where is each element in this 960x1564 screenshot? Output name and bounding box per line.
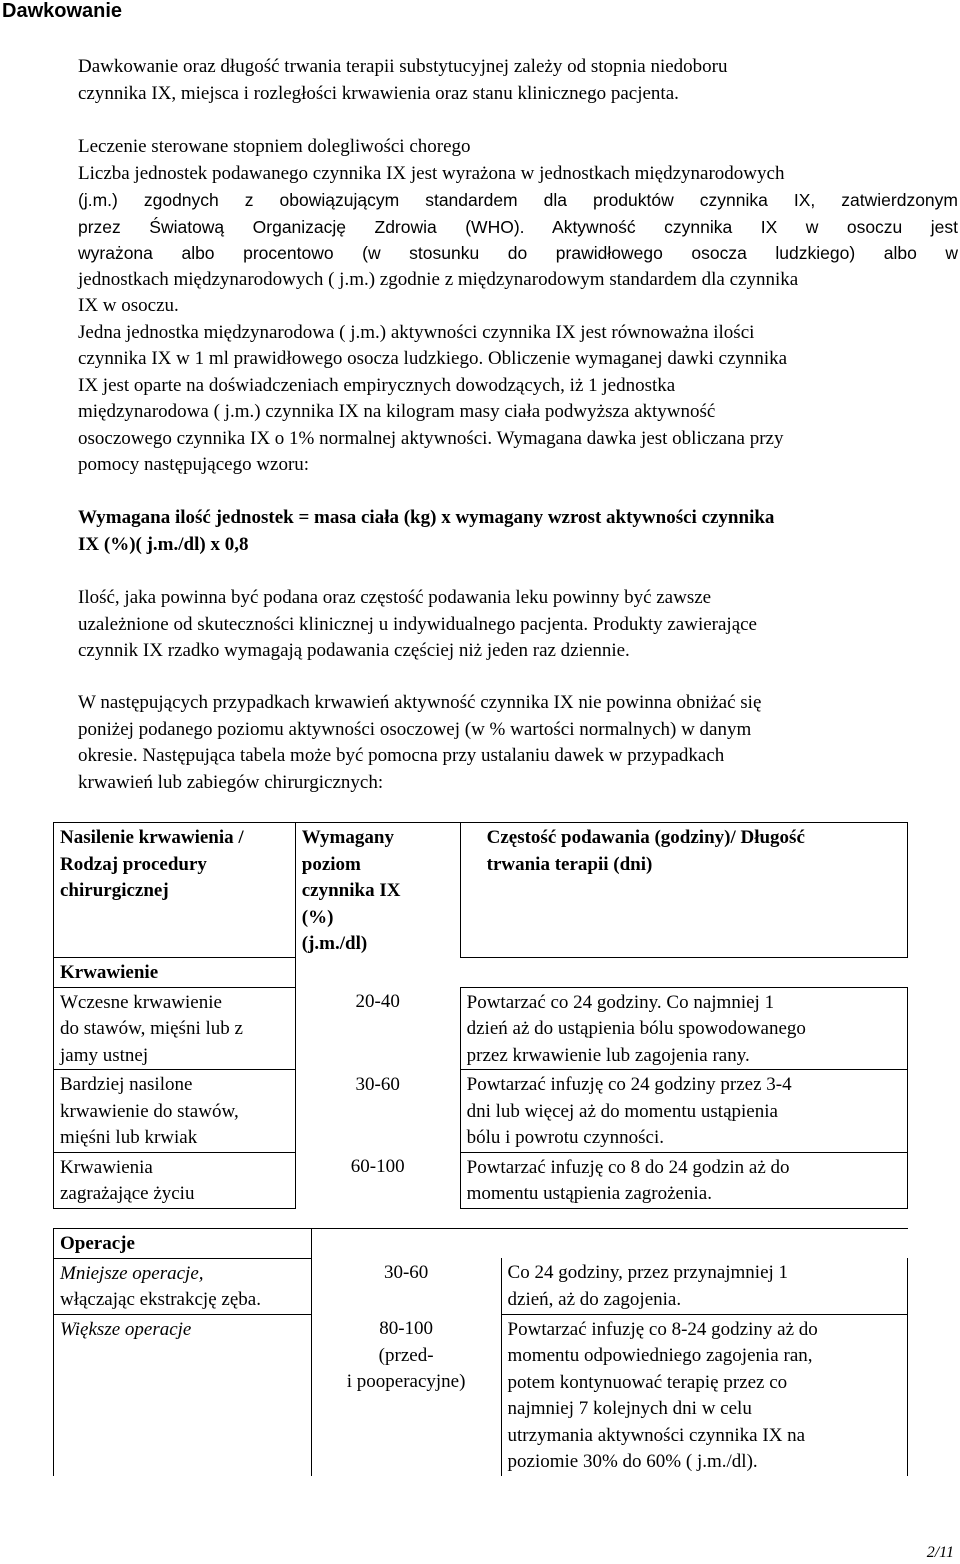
cell-line: jamy ustnej — [60, 1044, 149, 1066]
subheading-surgery: Operacje — [54, 1229, 312, 1259]
table-subheading-row — [54, 1229, 908, 1259]
dosing-table-surgery — [53, 1228, 908, 1476]
cell-line: najmniej 7 kolejnych dni w celu — [507, 1398, 752, 1419]
cell-line: dzień, aż do zagojenia. — [507, 1288, 682, 1310]
header-frequency — [460, 823, 907, 958]
cell-line: (przed- — [378, 1344, 434, 1366]
empty-cell — [311, 1229, 501, 1259]
text-line: Liczba jednostek podawanego czynnika IX jest wyrażona w jednostkach międzynarodowych — [78, 162, 785, 184]
cell-line: dzień aż do ustąpienia bólu spowodowanego — [466, 1018, 806, 1039]
level-cell: 30-60 — [295, 1070, 460, 1153]
header-line: chirurgicznej — [60, 880, 169, 901]
cell-line: Większe operacje — [60, 1318, 192, 1340]
cell-line: momentu ustąpienia zagrożenia. — [466, 1183, 712, 1204]
text-line: W następujących przypadkach krwawień aktywność czynnika IX nie powinna obniżać się — [78, 692, 762, 713]
cell-line: momentu odpowiedniego zagojenia ran, — [507, 1345, 813, 1366]
text-line: IX jest oparte na doświadczeniach empirycznych dowodzących, iż 1 jednostka — [78, 374, 676, 396]
cell-line: przez krwawienie lub zagojenia rany. — [466, 1044, 750, 1066]
table-row — [54, 1258, 908, 1314]
section-title: Dawkowanie — [2, 0, 123, 22]
header-line: czynnika IX — [301, 880, 401, 901]
cell-line: i pooperacyjne) — [346, 1371, 466, 1392]
cell-line: Bardziej nasilone — [60, 1074, 193, 1095]
cell-line: potem kontynuować terapię przez co — [507, 1371, 788, 1393]
header-level — [295, 823, 460, 958]
table-row — [54, 1070, 908, 1153]
empty-cell — [460, 958, 907, 988]
header-line: trwania terapii (dni) — [486, 853, 653, 875]
empty-cell — [295, 958, 460, 988]
empty-cell — [501, 1229, 907, 1259]
cell-line: 80-100 — [379, 1318, 434, 1339]
frequency-cell — [460, 1152, 907, 1208]
text-line: przez Światową Organizację Zdrowia (WHO). Aktywność czynnika IX w osoczu jest — [78, 216, 958, 237]
text-line: międzynarodowa ( j.m.) czynnika IX na kilogram masy ciała podwyższa aktywność — [78, 401, 716, 422]
intro-paragraph — [78, 54, 958, 107]
frequency-cell — [460, 987, 907, 1070]
cell-line: krwawienie do stawów, — [60, 1100, 239, 1122]
level-cell — [311, 1258, 501, 1314]
cell-line: Krwawienia — [60, 1156, 153, 1178]
cell-line: poziomie 30% do 60% ( j.m./dl). — [507, 1451, 758, 1472]
header-line: Rodzaj procedury — [60, 853, 207, 875]
cell-line: Mniejsze operacje, — [60, 1262, 204, 1284]
table-header-row — [54, 823, 908, 958]
table-intro-paragraph — [78, 690, 958, 796]
table-subheading-row — [54, 958, 908, 988]
text-line: (j.m.) zgodnych z obowiązującym standardem dla produktów czynnika IX, zatwierdzonym — [78, 190, 958, 210]
header-line: Wymagany — [301, 827, 394, 848]
header-line: Nasilenie krwawienia / — [60, 827, 244, 848]
cell-line: Powtarzać infuzję co 8 do 24 godzin aż do — [466, 1156, 790, 1178]
surgery-type-cell — [54, 1258, 312, 1314]
cell-line: włączając ekstrakcję zęba. — [60, 1289, 261, 1310]
text-line: pomocy następującego wzoru: — [78, 454, 310, 475]
table-row — [54, 987, 908, 1070]
header-line: Częstość podawania (godziny)/ Długość — [486, 827, 805, 848]
text-line: okresie. Następująca tabela może być pomocna przy ustalaniu dawek w przypadkach — [78, 745, 725, 766]
text-line: krwawień lub zabiegów chirurgicznych: — [78, 771, 384, 793]
text-line: Dawkowanie oraz długość trwania terapii substytucyjnej zależy od stopnia niedoboru — [78, 56, 728, 77]
text-line: Leczenie sterowane stopniem dolegliwości chorego — [78, 136, 471, 157]
table-row — [54, 1314, 908, 1476]
dose-formula — [78, 505, 958, 558]
cell-line: Powtarzać infuzję co 8-24 godziny aż do — [507, 1318, 818, 1340]
page-number: 2/11 — [926, 1544, 954, 1561]
level-cell: 60-100 — [295, 1152, 460, 1208]
cell-line: dni lub więcej aż do momentu ustąpienia — [466, 1100, 778, 1122]
text-line: czynnika IX w 1 ml prawidłowego osocza ludzkiego. Obliczenie wymaganej dawki czynnika — [78, 348, 788, 369]
text-line: Wymagana ilość jednostek = masa ciała (kg) x wymagany wzrost aktywności czynnika — [78, 507, 775, 528]
frequency-cell — [501, 1258, 907, 1314]
level-cell: 20-40 — [295, 987, 460, 1070]
severity-cell — [54, 1152, 296, 1208]
table-row — [54, 1152, 908, 1208]
cell-line: Wczesne krwawienie — [60, 991, 222, 1013]
frequency-paragraph — [78, 585, 958, 665]
text-line: IX w osoczu. — [78, 295, 179, 316]
text-line: IX (%)( j.m./dl) x 0,8 — [78, 533, 249, 555]
header-line: poziom — [301, 853, 361, 875]
cell-line: mięśni lub krwiak — [60, 1127, 198, 1148]
frequency-cell — [460, 1070, 907, 1153]
text-line: czynnika IX, miejsca i rozległości krwawienia oraz stanu klinicznego pacjenta. — [78, 82, 679, 104]
cell-line: zagrażające życiu — [60, 1183, 195, 1204]
dosing-explanation-paragraph — [78, 134, 958, 479]
severity-cell — [54, 987, 296, 1070]
surgery-type-cell — [54, 1314, 312, 1476]
header-severity — [54, 823, 296, 958]
cell-line: 30-60 — [383, 1262, 429, 1283]
text-line: Jedna jednostka międzynarodowa ( j.m.) aktywności czynnika IX jest równoważna ilości — [78, 321, 755, 343]
text-line: poniżej podanego poziomu aktywności osoczowej (w % wartości normalnych) w danym — [78, 718, 752, 740]
cell-line: utrzymania aktywności czynnika IX na — [507, 1424, 806, 1446]
level-cell — [311, 1314, 501, 1476]
cell-line: bólu i powrotu czynności. — [466, 1127, 664, 1148]
cell-line: Powtarzać co 24 godziny. Co najmniej 1 — [466, 991, 775, 1013]
text-line: Ilość, jaka powinna być podana oraz częstość podawania leku powinny być zawsze — [78, 587, 712, 608]
severity-cell — [54, 1070, 296, 1153]
header-line: (%) — [301, 906, 334, 928]
cell-line: Co 24 godziny, przez przynajmniej 1 — [507, 1262, 789, 1283]
text-line: czynnik IX rzadko wymagają podawania częściej niż jeden raz dziennie. — [78, 640, 630, 661]
header-line: (j.m./dl) — [301, 933, 368, 954]
text-line: uzależnione od skuteczności klinicznej u indywidualnego pacjenta. Produkty zawierające — [78, 613, 757, 635]
dosing-table-bleeding — [53, 822, 908, 1209]
cell-line: do stawów, mięśni lub z — [60, 1018, 243, 1039]
text-line: wyrażona albo procentowo (w stosunku do prawidłowego osocza ludzkiego) albo w — [78, 243, 958, 263]
text-line: osoczowego czynnika IX o 1% normalnej aktywności. Wymagana dawka jest obliczana przy — [78, 427, 784, 449]
text-line: jednostkach międzynarodowych ( j.m.) zgodnie z międzynarodowym standardem dla czynnika — [78, 268, 799, 290]
frequency-cell — [501, 1314, 907, 1476]
cell-line: Powtarzać infuzję co 24 godziny przez 3-4 — [466, 1074, 792, 1095]
subheading-bleeding: Krwawienie — [54, 958, 296, 988]
